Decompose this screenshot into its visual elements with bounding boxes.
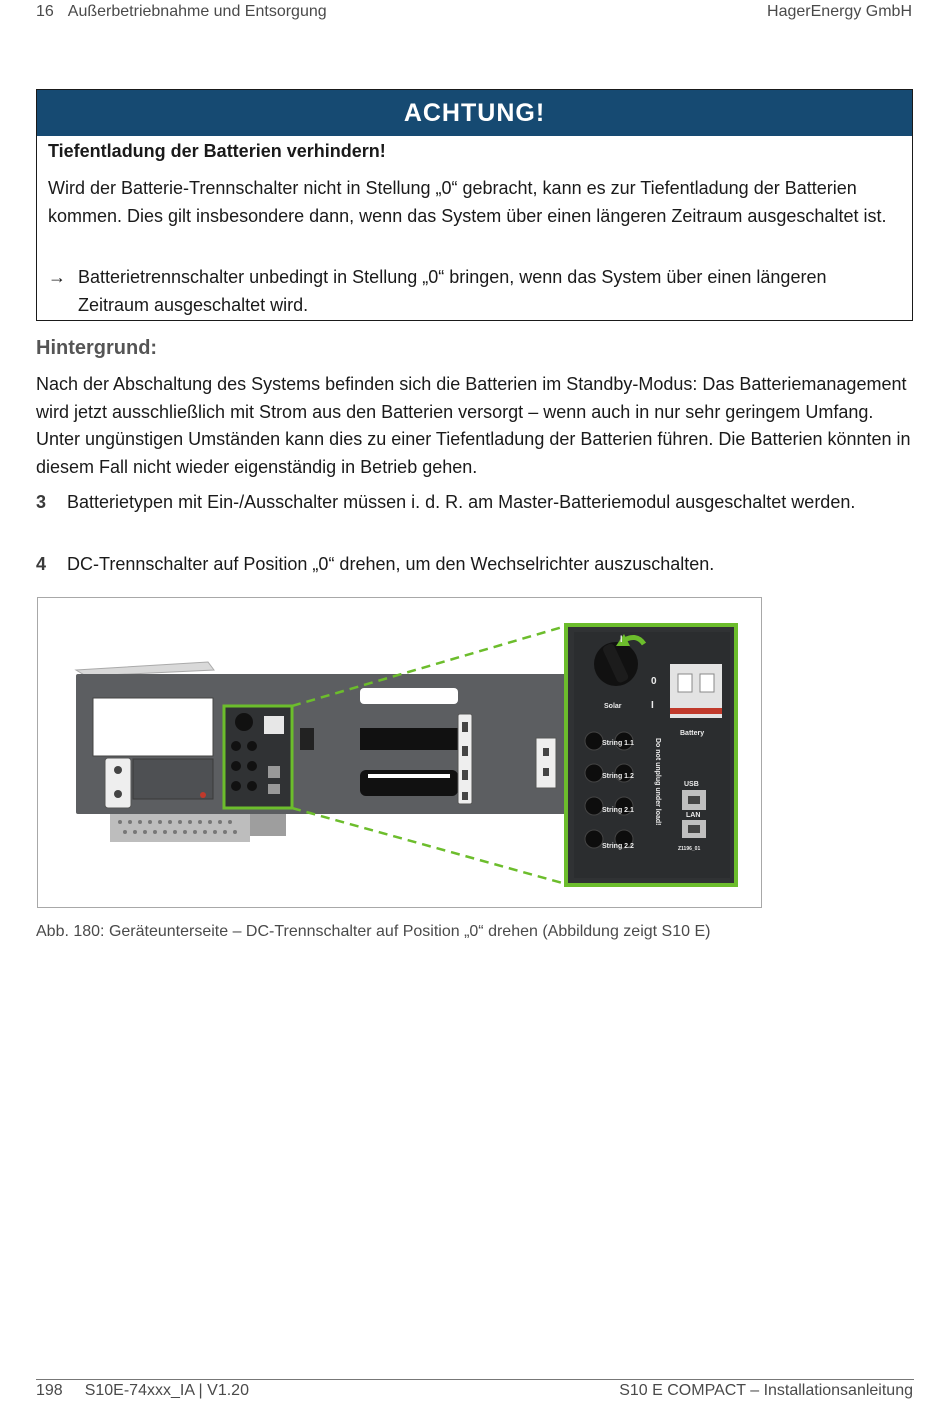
running-header-left xyxy=(36,3,327,21)
chapter-number: 16 xyxy=(36,3,54,20)
document-title: S10 E COMPACT – Installationsanleitung xyxy=(619,1382,913,1399)
label-lan: LAN xyxy=(686,812,701,819)
label-string-2-1: String 2.1 xyxy=(602,807,634,814)
label-battery: Battery xyxy=(680,730,705,737)
warning-title: Tiefentladung der Batterien verhindern! xyxy=(48,141,386,161)
warning-action-text: Batterietrennschalter unbedingt in Stellung „0“ bringen, wenn das System über einen längeren Zeitraum ausgeschaltet wird. xyxy=(78,267,827,315)
step-text: Batterietypen mit Ein-/Ausschalter müssen i. d. R. am Master-Batteriemodul ausgeschaltet werden. xyxy=(67,492,856,512)
label-solar: Solar xyxy=(604,703,622,710)
step-3 xyxy=(36,488,916,516)
step-4 xyxy=(36,550,916,578)
footer-divider xyxy=(36,1379,914,1380)
inverter-housing xyxy=(76,662,574,842)
background-paragraph: Nach der Abschaltung des Systems befinden sich die Batterien im Standby-Modus: Das Batteriemanagement wird jetzt ausschließlich mit Strom aus den Batterien versorgt – wenn auch in nur sehr geringem Umfang. Unter ungünstigen Umständen kann dies zu einer Tiefentladung der Batterien führen. Die Batterien könnten in diesem Fall nicht wieder eigenständig in Betrieb gehen. xyxy=(36,374,911,477)
page-number: 198 xyxy=(36,1382,63,1399)
label-pos-one-top: I xyxy=(620,634,623,644)
step-number: 3 xyxy=(36,492,47,512)
warning-box xyxy=(36,89,913,321)
warning-action xyxy=(48,263,898,319)
step-text: DC-Trennschalter auf Position „0“ drehen, um den Wechselrichter auszuschalten. xyxy=(67,554,715,574)
label-string-2-2: String 2.2 xyxy=(602,843,634,850)
warning-heading: ACHTUNG! xyxy=(37,90,912,136)
document-id: S10E-74xxx_IA | V1.20 xyxy=(84,1382,249,1399)
background-heading: Hintergrund: xyxy=(36,337,158,359)
footer-left xyxy=(36,1382,249,1400)
label-string-1-1: String 1.1 xyxy=(602,740,634,747)
magnified-connection-panel xyxy=(566,625,736,885)
warning-text: Wird der Batterie-Trennschalter nicht in Stellung „0“ gebracht, kann es zur Tiefentladung der Batterien kommen. Dies gilt insbesondere dann, wenn das System über einen längeren Zeitraum ausgeschaltet ist. xyxy=(48,178,887,226)
company-name: HagerEnergy GmbH xyxy=(767,3,912,20)
figure-caption: Abb. 180: Geräteunterseite – DC-Trennschalter auf Position „0“ drehen (Abbildung zeigt S10 E) xyxy=(36,923,711,940)
device-illustration xyxy=(38,598,760,906)
label-string-1-2: String 1.2 xyxy=(602,773,634,780)
label-usb: USB xyxy=(684,781,699,788)
battery-circuit-breaker xyxy=(670,664,722,718)
figure-device-underside xyxy=(37,597,762,908)
arrow-right-icon: → xyxy=(48,267,66,287)
label-pos-one: I xyxy=(651,700,654,711)
label-pos-zero: 0 xyxy=(651,676,657,687)
chapter-title: Außerbetriebnahme und Entsorgung xyxy=(67,3,327,20)
step-number: 4 xyxy=(36,554,47,574)
label-do-not-unplug: Do not unplug under load! xyxy=(654,738,661,826)
label-image-code: Z1196_01 xyxy=(678,846,701,852)
